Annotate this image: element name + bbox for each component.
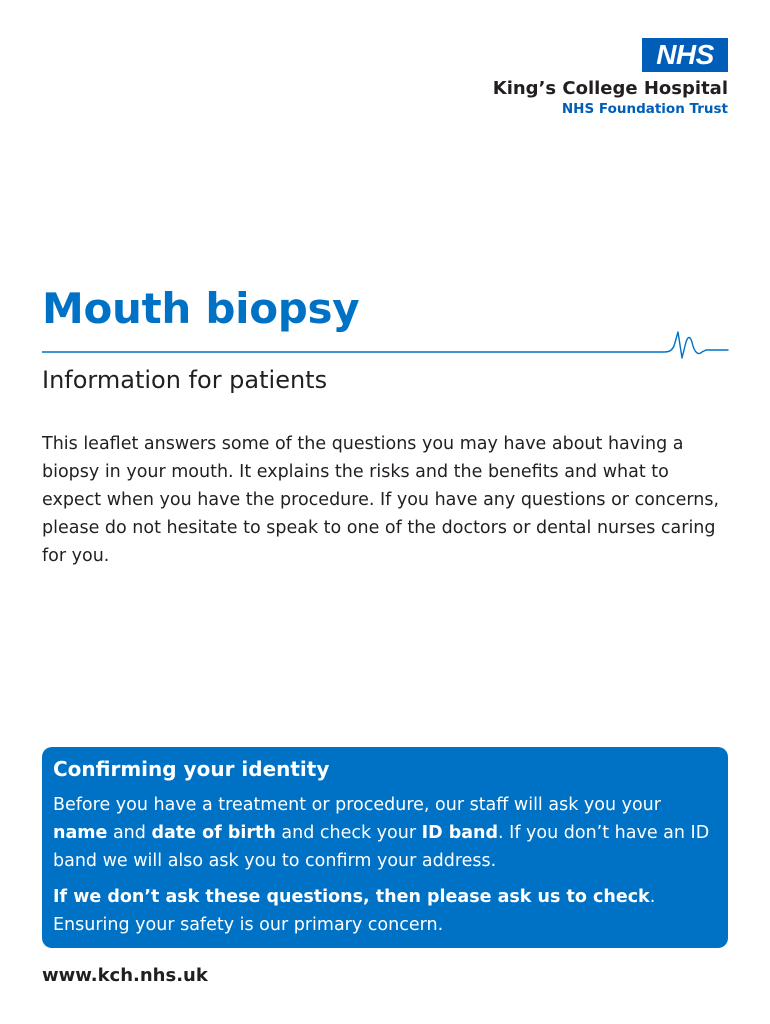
identity-text: and check your — [275, 823, 422, 843]
nhs-logo: NHS — [642, 38, 728, 72]
heartbeat-rule — [42, 322, 732, 372]
page-subtitle: Information for patients — [42, 366, 328, 394]
intro-paragraph: This leaflet answers some of the questions you may have about having a biopsy in your mouth. It explains the risks and the benefits and what to expect when you have the procedure. If you have any questions or concerns, please do not hesitate to speak to one of the doctors or dental nurses caring for you. — [42, 434, 720, 566]
website-link[interactable]: www.kch.nhs.uk — [42, 965, 208, 986]
identity-text: Before you have a treatment or procedure, our staff will ask you your — [53, 795, 661, 815]
identity-dob-term: date of birth — [151, 823, 276, 843]
organisation-name: King’s College Hospital — [492, 78, 728, 99]
safety-callout: If we don’t ask these questions, then please ask us to check — [53, 887, 650, 907]
safety-paragraph — [53, 883, 716, 939]
identity-notice — [42, 747, 728, 948]
page-title: Mouth biopsy — [42, 284, 360, 333]
safety-text: . Ensuring your safety is our primary concern. — [53, 887, 656, 935]
identity-heading: Confirming your identity — [53, 757, 330, 781]
identity-text: . If you don’t have an ID band we will also ask you to confirm your address. — [53, 823, 710, 871]
trust-name: NHS Foundation Trust — [561, 101, 728, 117]
identity-paragraph — [53, 791, 716, 875]
identity-idband-term: ID band — [421, 823, 499, 843]
identity-text: and — [107, 823, 152, 843]
identity-name-term: name — [53, 823, 108, 843]
